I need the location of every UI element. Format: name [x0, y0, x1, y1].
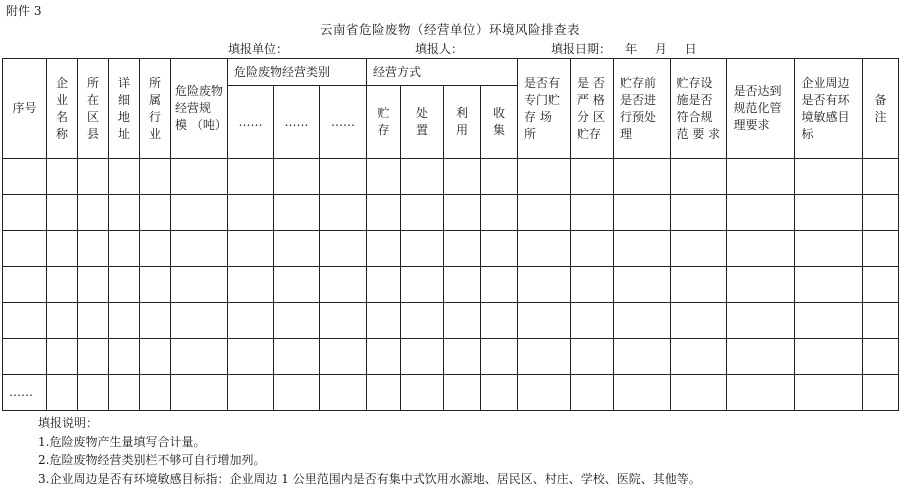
table-cell[interactable]: [320, 375, 367, 411]
table-cell[interactable]: [401, 267, 444, 303]
table-cell[interactable]: [795, 303, 863, 339]
table-cell[interactable]: [171, 375, 228, 411]
header-industry: 所属行业: [140, 59, 171, 159]
table-cell[interactable]: [140, 267, 171, 303]
form-title: 云南省危险废物（经营单位）环境风险排查表: [319, 22, 580, 37]
row-seq-cell[interactable]: [3, 267, 47, 303]
header-sensitive-targets: 企业周边是否有环境敏感目标: [795, 59, 863, 159]
table-cell[interactable]: [274, 303, 320, 339]
table-row: [3, 339, 899, 375]
header-seq: 序号: [3, 59, 47, 159]
table-cell[interactable]: [863, 339, 899, 375]
table-cell[interactable]: [444, 303, 481, 339]
table-cell[interactable]: [614, 303, 671, 339]
table-cell[interactable]: [109, 339, 140, 375]
table-cell[interactable]: [795, 267, 863, 303]
table-cell[interactable]: [444, 231, 481, 267]
table-cell[interactable]: [863, 375, 899, 411]
table-cell[interactable]: [518, 267, 571, 303]
table-cell[interactable]: [274, 339, 320, 375]
table-cell[interactable]: [171, 267, 228, 303]
table-cell[interactable]: [78, 159, 109, 195]
ellipsis-cell[interactable]: ……: [3, 375, 47, 411]
filing-date-field: [551, 40, 697, 57]
header-remarks: 备注: [863, 59, 899, 159]
table-cell[interactable]: [518, 339, 571, 375]
table-cell[interactable]: [78, 195, 109, 231]
table-cell[interactable]: [140, 159, 171, 195]
table-cell[interactable]: [863, 231, 899, 267]
table-cell[interactable]: [671, 267, 727, 303]
table-cell[interactable]: [671, 231, 727, 267]
table-cell[interactable]: [795, 339, 863, 375]
table-cell[interactable]: [481, 339, 518, 375]
table-cell[interactable]: [671, 159, 727, 195]
table-cell[interactable]: [444, 339, 481, 375]
filing-unit-field: [228, 40, 288, 57]
table-cell[interactable]: [320, 339, 367, 375]
table-cell[interactable]: [47, 231, 78, 267]
table-cell[interactable]: [444, 267, 481, 303]
table-cell[interactable]: [571, 231, 614, 267]
table-cell[interactable]: [727, 231, 795, 267]
notes-heading: 填报说明：: [38, 416, 99, 430]
table-cell[interactable]: [518, 159, 571, 195]
table-cell[interactable]: [140, 339, 171, 375]
table-cell[interactable]: [727, 195, 795, 231]
table-cell[interactable]: [171, 231, 228, 267]
table-row: [3, 231, 899, 267]
table-cell[interactable]: [863, 267, 899, 303]
table-cell[interactable]: [140, 195, 171, 231]
table-cell[interactable]: [274, 195, 320, 231]
note-item: 2.危险废物经营类别栏不够可自行增加列。: [38, 453, 266, 467]
table-cell[interactable]: [228, 339, 274, 375]
filing-unit-label: 填报单位：: [228, 42, 289, 56]
table-cell[interactable]: [795, 195, 863, 231]
table-cell[interactable]: [367, 303, 401, 339]
table-cell[interactable]: [518, 195, 571, 231]
table-cell[interactable]: [171, 339, 228, 375]
table-cell[interactable]: [727, 339, 795, 375]
table-cell[interactable]: [614, 339, 671, 375]
table-cell[interactable]: [274, 231, 320, 267]
table-cell[interactable]: [481, 267, 518, 303]
table-cell[interactable]: [109, 375, 140, 411]
filing-date-label: 填报日期：: [551, 42, 612, 56]
table-cell[interactable]: [444, 375, 481, 411]
filing-date-value: 年 月 日: [625, 42, 697, 56]
table-cell[interactable]: [47, 267, 78, 303]
table-cell[interactable]: [109, 159, 140, 195]
table-cell[interactable]: [109, 267, 140, 303]
table-cell[interactable]: [401, 303, 444, 339]
table-row-ellipsis: [3, 375, 899, 411]
table-cell[interactable]: [47, 375, 78, 411]
table-cell[interactable]: [367, 195, 401, 231]
row-seq-cell[interactable]: [3, 339, 47, 375]
table-cell[interactable]: [274, 267, 320, 303]
table-cell[interactable]: [571, 267, 614, 303]
table-cell[interactable]: [47, 195, 78, 231]
table-cell[interactable]: [444, 159, 481, 195]
table-cell[interactable]: [274, 375, 320, 411]
row-seq-cell[interactable]: [3, 303, 47, 339]
table-cell[interactable]: [518, 231, 571, 267]
table-cell[interactable]: [401, 375, 444, 411]
table-cell[interactable]: [401, 339, 444, 375]
table-cell[interactable]: [727, 303, 795, 339]
filling-notes: [38, 414, 701, 488]
table-cell[interactable]: [47, 159, 78, 195]
header-standardized: 是否达到规范化管理要求: [727, 59, 795, 159]
table-cell[interactable]: [614, 195, 671, 231]
table-cell[interactable]: [109, 303, 140, 339]
table-cell[interactable]: [47, 339, 78, 375]
table-cell[interactable]: [367, 159, 401, 195]
table-row: [3, 267, 899, 303]
table-cell[interactable]: [320, 195, 367, 231]
table-cell[interactable]: [171, 303, 228, 339]
table-cell[interactable]: [571, 159, 614, 195]
table-cell[interactable]: [78, 231, 109, 267]
header-method-group: 经营方式: [367, 59, 518, 86]
table-cell[interactable]: [320, 303, 367, 339]
table-cell[interactable]: [171, 195, 228, 231]
filing-person-label: 填报人：: [415, 42, 464, 56]
table-cell[interactable]: [228, 195, 274, 231]
table-cell[interactable]: [228, 375, 274, 411]
header-method-disposal: 处置: [401, 86, 444, 159]
table-cell[interactable]: [727, 159, 795, 195]
table-cell[interactable]: [795, 375, 863, 411]
table-cell[interactable]: [320, 267, 367, 303]
row-seq-cell[interactable]: [3, 159, 47, 195]
table-cell[interactable]: [140, 231, 171, 267]
table-cell[interactable]: [727, 267, 795, 303]
table-cell[interactable]: [481, 195, 518, 231]
table-cell[interactable]: [78, 339, 109, 375]
table-cell[interactable]: [863, 195, 899, 231]
header-category-2: ……: [274, 86, 320, 159]
filing-person-field: [415, 40, 463, 57]
header-scale: 危险废物经营规 模 （吨）: [171, 59, 228, 159]
table-cell[interactable]: [671, 375, 727, 411]
table-cell[interactable]: [518, 375, 571, 411]
table-cell[interactable]: [140, 303, 171, 339]
table-cell[interactable]: [518, 303, 571, 339]
table-cell[interactable]: [78, 375, 109, 411]
table-cell[interactable]: [47, 303, 78, 339]
header-category-group: 危险废物经营类别: [228, 59, 367, 86]
table-cell[interactable]: [481, 159, 518, 195]
table-cell[interactable]: [367, 267, 401, 303]
data-rows: [3, 159, 899, 411]
table-cell[interactable]: [795, 159, 863, 195]
table-cell[interactable]: [228, 231, 274, 267]
table-cell[interactable]: [140, 375, 171, 411]
table-cell[interactable]: [109, 231, 140, 267]
table-cell[interactable]: [614, 267, 671, 303]
table-cell[interactable]: [481, 231, 518, 267]
header-method-collection: 收集: [481, 86, 518, 159]
risk-survey-table: [2, 58, 899, 411]
table-cell[interactable]: [614, 159, 671, 195]
table-cell[interactable]: [367, 231, 401, 267]
header-county: 所在区县: [78, 59, 109, 159]
table-cell[interactable]: [795, 231, 863, 267]
header-company-name: 企业名称: [47, 59, 78, 159]
table-cell[interactable]: [228, 159, 274, 195]
header-zoned-storage: 是 否严 格分 区贮存: [571, 59, 614, 159]
note-item: 1.危险废物产生量填写合计量。: [38, 434, 206, 449]
attachment-label: 附件 3: [6, 4, 42, 18]
header-method-utilization: 利用: [444, 86, 481, 159]
note-item: 3.企业周边是否有环境敏感目标指：企业周边 1 公里范围内是否有集中式饮用水源地、居民区、村庄、学校、医院、其他等。: [38, 471, 701, 486]
table-cell[interactable]: [171, 159, 228, 195]
header-row-1: [3, 59, 899, 86]
table-row: [3, 195, 899, 231]
table-cell[interactable]: [228, 303, 274, 339]
header-category-1: ……: [228, 86, 274, 159]
table-cell[interactable]: [671, 303, 727, 339]
header-method-storage: 贮存: [367, 86, 401, 159]
table-cell[interactable]: [614, 375, 671, 411]
table-cell[interactable]: [367, 375, 401, 411]
header-category-3: ……: [320, 86, 367, 159]
table-cell[interactable]: [571, 339, 614, 375]
table-cell[interactable]: [78, 267, 109, 303]
table-cell[interactable]: [320, 159, 367, 195]
table-cell[interactable]: [727, 375, 795, 411]
table-cell[interactable]: [481, 303, 518, 339]
table-cell[interactable]: [401, 159, 444, 195]
header-dedicated-storage: 是否有专门贮存 场 所: [518, 59, 571, 159]
table-cell[interactable]: [571, 303, 614, 339]
table-cell[interactable]: [274, 159, 320, 195]
table-cell[interactable]: [863, 159, 899, 195]
header-address: 详细地址: [109, 59, 140, 159]
table-cell[interactable]: [671, 195, 727, 231]
header-pretreatment: 贮存前是否进行预处理: [614, 59, 671, 159]
row-seq-cell[interactable]: [3, 195, 47, 231]
table-cell[interactable]: [481, 375, 518, 411]
table-cell[interactable]: [571, 195, 614, 231]
table-row: [3, 303, 899, 339]
table-cell[interactable]: [228, 267, 274, 303]
header-facility-compliant: 贮存设施是否符合规 范 要 求: [671, 59, 727, 159]
table-cell[interactable]: [109, 195, 140, 231]
table-cell[interactable]: [320, 231, 367, 267]
row-seq-cell[interactable]: [3, 231, 47, 267]
table-cell[interactable]: [78, 303, 109, 339]
table-cell[interactable]: [401, 231, 444, 267]
table-cell[interactable]: [571, 375, 614, 411]
table-row: [3, 159, 899, 195]
table-cell[interactable]: [444, 195, 481, 231]
table-cell[interactable]: [614, 231, 671, 267]
table-cell[interactable]: [863, 303, 899, 339]
table-cell[interactable]: [367, 339, 401, 375]
table-cell[interactable]: [671, 339, 727, 375]
table-cell[interactable]: [401, 195, 444, 231]
